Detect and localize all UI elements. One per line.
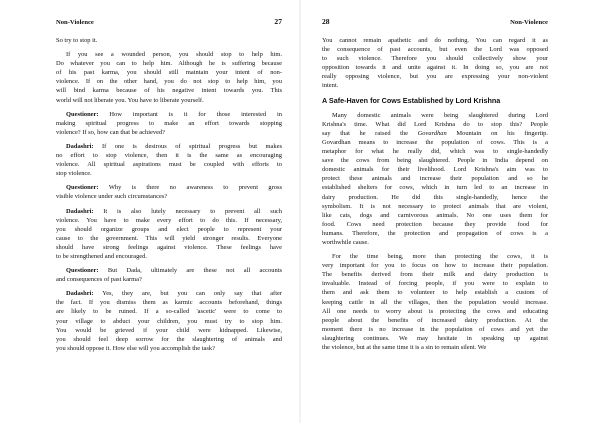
- right-page-number: 28: [322, 17, 330, 26]
- text-line: [322, 279, 548, 288]
- text-line: [322, 334, 548, 343]
- text-line: [56, 298, 282, 307]
- text-line: [322, 261, 548, 270]
- text-line: [56, 119, 282, 128]
- italic-term: Govardhan: [417, 129, 447, 137]
- text-run: moment there is no increase in the population of cows and yet the: [322, 325, 548, 333]
- text-run: But Dada, ultimately are these not all accounts: [98, 267, 282, 275]
- text-run: Do whatever you can to help him. Although he is suffering because: [56, 60, 282, 68]
- text-line: [56, 207, 282, 216]
- speaker-label: Questioner:: [66, 267, 99, 275]
- text-line: [322, 343, 548, 352]
- text-line: [56, 169, 282, 178]
- text-run: intent.: [322, 82, 339, 90]
- paragraph: [322, 36, 548, 91]
- left-page-body: [56, 36, 282, 353]
- text-run: are likely to be ruined. If a so-called 'ascetic' were to come to: [56, 308, 282, 316]
- text-run: you should organize groups and elect people to represent your: [56, 225, 282, 233]
- text-run: your village to abduct your children, you must try to stop him.: [56, 317, 282, 325]
- text-line: [322, 111, 548, 120]
- text-run: will bind karma because of his negative intent towards you. This: [56, 87, 282, 95]
- text-line: [56, 317, 282, 326]
- right-running-header: [322, 0, 548, 26]
- text-run: visible violence under such circumstances?: [56, 193, 168, 201]
- text-run: food. Cows need protection because they provide food for: [322, 220, 548, 228]
- text-line: [322, 211, 548, 220]
- text-run: making spiritual progress to make an effort towards stopping: [56, 119, 282, 127]
- text-line: [56, 234, 282, 243]
- text-line: [322, 138, 548, 147]
- text-line: [56, 77, 282, 86]
- text-run: violence. You have to make every effort to do this. If necessary,: [56, 216, 282, 224]
- text-run: symbolism. It is not necessary to protect animals that are violent,: [322, 202, 548, 210]
- text-line: [322, 193, 548, 202]
- text-line: [322, 147, 548, 156]
- text-line: [322, 238, 548, 247]
- text-line: [322, 252, 548, 261]
- right-intro-paragraph: [322, 36, 548, 91]
- paragraph: [56, 50, 282, 105]
- text-run: you should feel deep sorrow for the slaughtering of animals and: [56, 335, 282, 343]
- text-line: [322, 156, 548, 165]
- text-run: You cannot remain apathetic and do nothing. You can regard it as: [322, 37, 548, 44]
- text-line: [56, 307, 282, 316]
- text-run: invaluable. Instead of forcing people, if you were to explain to: [322, 280, 548, 288]
- text-run: no effort to stop violence, then it is the same as encouraging: [56, 152, 282, 160]
- text-run: you should oppose it. How else will you accomplish the task?: [56, 344, 215, 352]
- text-run: like cats, dogs and carnivorous animals. No one uses them for: [322, 211, 548, 219]
- left-page-number: 27: [274, 17, 282, 26]
- text-run: So try to stop it.: [56, 37, 98, 44]
- text-line: [322, 45, 548, 54]
- text-line: [322, 36, 548, 45]
- text-run: and consequences of past karma?: [56, 276, 142, 284]
- text-line: [56, 289, 282, 298]
- text-line: [56, 275, 282, 284]
- paragraph: [56, 142, 282, 178]
- text-line: [56, 252, 282, 261]
- speaker-label: Dadashri:: [66, 290, 94, 298]
- text-line: [56, 68, 282, 77]
- text-run: opposition towards it and unite against it. In doing so, you are not: [322, 64, 548, 72]
- text-line: [322, 229, 548, 238]
- text-line: [322, 54, 548, 63]
- speaker-label: Questioner:: [66, 110, 99, 118]
- right-page-body: [322, 36, 548, 352]
- paragraph: [56, 207, 282, 262]
- text-run: them and ask them to volunteer to help establish a custom of: [322, 289, 548, 297]
- text-run: Why is there no awareness to prevent gross: [98, 184, 282, 192]
- right-paragraphs: [322, 111, 548, 352]
- text-run: stop violence.: [56, 170, 92, 178]
- text-run: Many domestic animals were being slaughtered during Lord: [332, 111, 548, 119]
- right-page: [300, 0, 600, 423]
- text-run: How important is it for those interested in: [98, 110, 282, 118]
- text-run: violence. If on the other hand, you do not stop to help him, you: [56, 78, 282, 86]
- text-line: [56, 326, 282, 335]
- text-line: [322, 288, 548, 297]
- text-run: cause to the government. This will yield stronger results. Everyone: [56, 234, 282, 242]
- left-running-header: [56, 0, 282, 26]
- text-run: Mountain on his fingertip.: [446, 129, 548, 137]
- text-run: domestic animals for their livelihood. Lord Krishna's aim was to: [322, 166, 548, 174]
- paragraph: [56, 110, 282, 137]
- text-line: [56, 344, 282, 353]
- speaker-label: Questioner:: [66, 184, 99, 192]
- text-line: [322, 63, 548, 72]
- text-run: Govardhan means to increase the population of cows. This is a: [322, 138, 548, 146]
- section-heading: A Safe-Haven for Cows Established by Lord Krishna: [322, 95, 501, 105]
- left-running-title: Non-Violence: [56, 19, 94, 26]
- text-run: say that he raised the: [322, 129, 418, 137]
- paragraph: [56, 183, 282, 201]
- text-run: protect these animals and increase their population and so he: [322, 175, 548, 183]
- text-run: the fact. If you dismiss them as karmic accounts beforehand, things: [56, 299, 282, 307]
- text-line: [322, 220, 548, 229]
- text-run: the violence, but at the same time it is a sin to remain silent. We: [322, 344, 487, 351]
- text-run: Yes, they are, but you can only say that after: [93, 290, 282, 298]
- paragraph: [56, 36, 282, 45]
- text-line: [56, 151, 282, 160]
- text-run: For the time being, more than protecting the cows, it is: [332, 253, 548, 261]
- text-line: [56, 192, 282, 201]
- text-line: [56, 59, 282, 68]
- text-line: [322, 129, 548, 138]
- text-run: worthwhile cause.: [322, 238, 369, 246]
- text-line: [322, 325, 548, 334]
- text-run: of his past karma, you should still maintain your intent of non-: [56, 69, 282, 77]
- text-run: dairy production. He did this single-handedly, hence the: [322, 193, 548, 201]
- text-run: You would be grieved if your child were kidnapped. Likewise,: [56, 326, 282, 334]
- text-line: [322, 298, 548, 307]
- text-line: [56, 36, 282, 45]
- text-line: [322, 183, 548, 192]
- text-line: [56, 86, 282, 95]
- text-run: If one is desirous of spiritual progress but makes: [93, 142, 282, 150]
- text-line: [322, 316, 548, 325]
- text-line: [56, 216, 282, 225]
- text-run: world will not liberate you. You have to liberate yourself.: [56, 96, 204, 104]
- text-line: [56, 225, 282, 234]
- text-line: [322, 165, 548, 174]
- text-run: to such violence. Therefore you should collectively show your: [322, 55, 548, 63]
- paragraph: [56, 266, 282, 284]
- text-line: [322, 72, 548, 81]
- text-run: established shelters for cows, which in turn led to an increase in: [322, 184, 548, 192]
- text-line: [322, 81, 548, 90]
- text-line: [56, 110, 282, 119]
- text-line: [322, 120, 548, 129]
- text-run: should have strong feelings against violence. These feelings have: [56, 243, 282, 251]
- text-line: [56, 50, 282, 59]
- text-run: If you see a wounded person, you should stop to help him.: [66, 51, 282, 59]
- paragraph: [322, 111, 548, 247]
- text-line: [56, 160, 282, 169]
- text-line: [56, 266, 282, 275]
- text-line: [322, 307, 548, 316]
- text-line: [56, 142, 282, 151]
- text-line: [56, 335, 282, 344]
- text-run: really opposing violence, but you are expressing your non-violent: [322, 73, 548, 81]
- paragraph: [322, 252, 548, 352]
- speaker-label: Dadashri:: [66, 207, 94, 215]
- text-run: very important for you to focus on how to increase their population.: [322, 262, 548, 270]
- text-run: people about the benefits of increased dairy production. At the: [322, 316, 548, 324]
- text-run: Krishna's time. What did Lord Krishna do to stop this? People: [322, 120, 548, 128]
- speaker-label: Dadashri:: [66, 142, 94, 150]
- text-run: All one needs to worry about is protecting the cows and educating: [322, 307, 548, 315]
- text-line: [56, 183, 282, 192]
- text-line: [322, 174, 548, 183]
- text-run: to be strengthened and encouraged.: [56, 252, 147, 260]
- text-line: [322, 270, 548, 279]
- text-run: humans. Therefore, the protection and propagation of cows is a: [322, 229, 548, 237]
- right-running-title: Non-Violence: [510, 19, 548, 26]
- text-run: The benefits derived from their milk and dairy production is: [322, 271, 548, 279]
- text-line: [56, 96, 282, 105]
- text-line: [322, 202, 548, 211]
- text-line: [56, 243, 282, 252]
- text-run: violence. All spiritual aspirations must be coupled with efforts to: [56, 161, 282, 169]
- paragraph: [56, 289, 282, 353]
- text-run: violence? If so, how can that be achieved?: [56, 128, 166, 136]
- text-run: It is also lutely necessary to prevent all such: [93, 207, 282, 215]
- text-run: metaphor for what he really did, which was to single-handedly: [322, 148, 548, 156]
- text-run: the consequence of past accounts, but even the Lord was opposed: [322, 46, 548, 54]
- text-run: slaughtering continues. We may hesitate in speaking up against: [322, 334, 548, 342]
- text-line: [56, 128, 282, 137]
- text-run: save the cows from being slaughtered. People in India depend on: [322, 157, 548, 165]
- text-run: keeping cattle in all the villages, then the population would increase.: [322, 298, 548, 306]
